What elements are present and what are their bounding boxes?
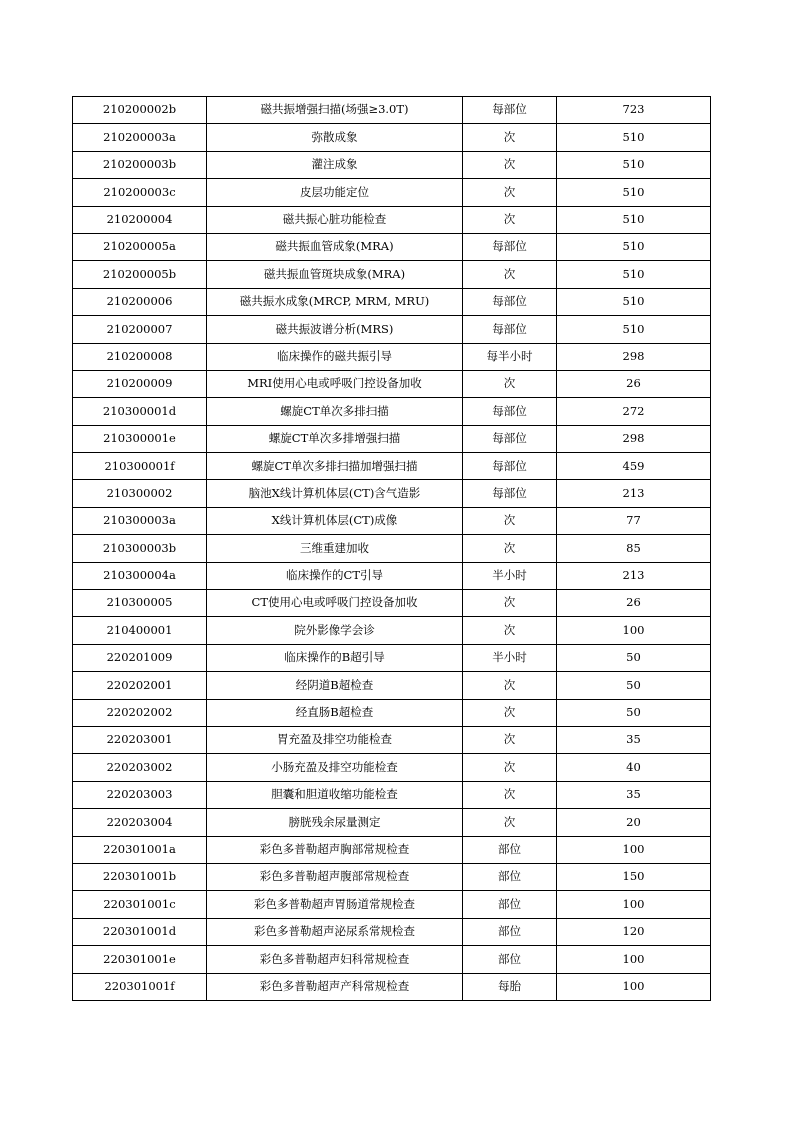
table-row bbox=[73, 946, 711, 973]
item-code-cell: 210200004 bbox=[73, 206, 207, 233]
item-name-cell: 磁共振波谱分析(MRS) bbox=[207, 316, 463, 343]
table-row bbox=[73, 179, 711, 206]
billing-unit-cell: 次 bbox=[463, 179, 557, 206]
item-name-cell: 临床操作的磁共振引导 bbox=[207, 343, 463, 370]
table-row bbox=[73, 261, 711, 288]
price-cell: 77 bbox=[557, 507, 711, 534]
price-cell: 50 bbox=[557, 672, 711, 699]
item-name-cell: 小肠充盈及排空功能检查 bbox=[207, 754, 463, 781]
price-cell: 510 bbox=[557, 206, 711, 233]
price-cell: 100 bbox=[557, 946, 711, 973]
item-code-cell: 210200003b bbox=[73, 151, 207, 178]
item-name-cell: 彩色多普勒超声腹部常规检查 bbox=[207, 863, 463, 890]
table-row bbox=[73, 480, 711, 507]
price-cell: 510 bbox=[557, 151, 711, 178]
price-cell: 459 bbox=[557, 453, 711, 480]
item-name-cell: X线计算机体层(CT)成像 bbox=[207, 507, 463, 534]
table-row bbox=[73, 699, 711, 726]
item-name-cell: 弥散成象 bbox=[207, 124, 463, 151]
billing-unit-cell: 部位 bbox=[463, 891, 557, 918]
billing-unit-cell: 部位 bbox=[463, 946, 557, 973]
item-name-cell: 三维重建加收 bbox=[207, 535, 463, 562]
item-name-cell: 磁共振增强扫描(场强≥3.0T) bbox=[207, 97, 463, 124]
price-cell: 20 bbox=[557, 809, 711, 836]
table-row bbox=[73, 453, 711, 480]
billing-unit-cell: 半小时 bbox=[463, 644, 557, 671]
table-row bbox=[73, 891, 711, 918]
item-code-cell: 220202001 bbox=[73, 672, 207, 699]
item-name-cell: 彩色多普勒超声胸部常规检查 bbox=[207, 836, 463, 863]
item-code-cell: 210200007 bbox=[73, 316, 207, 343]
billing-unit-cell: 每部位 bbox=[463, 97, 557, 124]
item-code-cell: 220301001d bbox=[73, 918, 207, 945]
item-code-cell: 210300002 bbox=[73, 480, 207, 507]
billing-unit-cell: 次 bbox=[463, 781, 557, 808]
item-code-cell: 220201009 bbox=[73, 644, 207, 671]
price-cell: 26 bbox=[557, 370, 711, 397]
price-cell: 100 bbox=[557, 836, 711, 863]
billing-unit-cell: 每部位 bbox=[463, 233, 557, 260]
item-name-cell: CT使用心电或呼吸门控设备加收 bbox=[207, 590, 463, 617]
table-row bbox=[73, 151, 711, 178]
table-row bbox=[73, 918, 711, 945]
table-row bbox=[73, 507, 711, 534]
item-code-cell: 220203003 bbox=[73, 781, 207, 808]
price-cell: 40 bbox=[557, 754, 711, 781]
billing-unit-cell: 每部位 bbox=[463, 480, 557, 507]
table-row bbox=[73, 781, 711, 808]
price-cell: 35 bbox=[557, 781, 711, 808]
price-cell: 120 bbox=[557, 918, 711, 945]
billing-unit-cell: 每胎 bbox=[463, 973, 557, 1000]
table-row bbox=[73, 562, 711, 589]
price-cell: 26 bbox=[557, 590, 711, 617]
billing-unit-cell: 部位 bbox=[463, 863, 557, 890]
billing-unit-cell: 次 bbox=[463, 507, 557, 534]
billing-unit-cell: 每部位 bbox=[463, 316, 557, 343]
item-code-cell: 210300001e bbox=[73, 425, 207, 452]
table-row bbox=[73, 754, 711, 781]
billing-unit-cell: 每部位 bbox=[463, 398, 557, 425]
item-code-cell: 220301001b bbox=[73, 863, 207, 890]
item-code-cell: 210300001f bbox=[73, 453, 207, 480]
item-code-cell: 220202002 bbox=[73, 699, 207, 726]
item-name-cell: 螺旋CT单次多排扫描加增强扫描 bbox=[207, 453, 463, 480]
billing-unit-cell: 次 bbox=[463, 370, 557, 397]
item-code-cell: 210200006 bbox=[73, 288, 207, 315]
item-name-cell: 灌注成象 bbox=[207, 151, 463, 178]
table-row bbox=[73, 535, 711, 562]
price-cell: 510 bbox=[557, 288, 711, 315]
price-cell: 298 bbox=[557, 343, 711, 370]
billing-unit-cell: 次 bbox=[463, 261, 557, 288]
item-name-cell: 临床操作的B超引导 bbox=[207, 644, 463, 671]
billing-unit-cell: 半小时 bbox=[463, 562, 557, 589]
fee-schedule-body bbox=[73, 97, 711, 1001]
table-row bbox=[73, 425, 711, 452]
price-cell: 723 bbox=[557, 97, 711, 124]
item-code-cell: 210300005 bbox=[73, 590, 207, 617]
price-cell: 213 bbox=[557, 480, 711, 507]
item-code-cell: 210300003b bbox=[73, 535, 207, 562]
item-code-cell: 210400001 bbox=[73, 617, 207, 644]
billing-unit-cell: 次 bbox=[463, 206, 557, 233]
price-cell: 510 bbox=[557, 233, 711, 260]
table-row bbox=[73, 590, 711, 617]
price-cell: 510 bbox=[557, 179, 711, 206]
item-code-cell: 220301001c bbox=[73, 891, 207, 918]
table-row bbox=[73, 726, 711, 753]
billing-unit-cell: 次 bbox=[463, 726, 557, 753]
item-code-cell: 220203004 bbox=[73, 809, 207, 836]
item-code-cell: 220301001f bbox=[73, 973, 207, 1000]
table-row bbox=[73, 863, 711, 890]
item-name-cell: 彩色多普勒超声泌尿系常规检查 bbox=[207, 918, 463, 945]
item-name-cell: 皮层功能定位 bbox=[207, 179, 463, 206]
billing-unit-cell: 次 bbox=[463, 754, 557, 781]
table-row bbox=[73, 206, 711, 233]
item-name-cell: 经阴道B超检查 bbox=[207, 672, 463, 699]
table-row bbox=[73, 973, 711, 1000]
item-name-cell: 彩色多普勒超声胃肠道常规检查 bbox=[207, 891, 463, 918]
billing-unit-cell: 每部位 bbox=[463, 288, 557, 315]
item-name-cell: 经直肠B超检查 bbox=[207, 699, 463, 726]
billing-unit-cell: 次 bbox=[463, 617, 557, 644]
price-cell: 100 bbox=[557, 617, 711, 644]
billing-unit-cell: 次 bbox=[463, 699, 557, 726]
item-name-cell: 胆囊和胆道收缩功能检查 bbox=[207, 781, 463, 808]
billing-unit-cell: 次 bbox=[463, 535, 557, 562]
item-code-cell: 210200008 bbox=[73, 343, 207, 370]
billing-unit-cell: 次 bbox=[463, 809, 557, 836]
table-row bbox=[73, 809, 711, 836]
table-row bbox=[73, 370, 711, 397]
item-code-cell: 220301001a bbox=[73, 836, 207, 863]
item-name-cell: 磁共振血管斑块成象(MRA) bbox=[207, 261, 463, 288]
fee-schedule-table bbox=[72, 96, 711, 1001]
billing-unit-cell: 部位 bbox=[463, 836, 557, 863]
billing-unit-cell: 次 bbox=[463, 124, 557, 151]
price-cell: 510 bbox=[557, 124, 711, 151]
table-row bbox=[73, 343, 711, 370]
billing-unit-cell: 次 bbox=[463, 151, 557, 178]
item-code-cell: 220203001 bbox=[73, 726, 207, 753]
billing-unit-cell: 部位 bbox=[463, 918, 557, 945]
billing-unit-cell: 次 bbox=[463, 590, 557, 617]
table-row bbox=[73, 288, 711, 315]
table-row bbox=[73, 316, 711, 343]
table-row bbox=[73, 617, 711, 644]
table-row bbox=[73, 644, 711, 671]
price-cell: 213 bbox=[557, 562, 711, 589]
item-name-cell: MRI使用心电或呼吸门控设备加收 bbox=[207, 370, 463, 397]
price-cell: 510 bbox=[557, 316, 711, 343]
price-cell: 100 bbox=[557, 973, 711, 1000]
table-row bbox=[73, 124, 711, 151]
item-name-cell: 膀胱残余尿量测定 bbox=[207, 809, 463, 836]
billing-unit-cell: 次 bbox=[463, 672, 557, 699]
item-code-cell: 210300001d bbox=[73, 398, 207, 425]
item-name-cell: 彩色多普勒超声妇科常规检查 bbox=[207, 946, 463, 973]
item-name-cell: 彩色多普勒超声产科常规检查 bbox=[207, 973, 463, 1000]
price-cell: 35 bbox=[557, 726, 711, 753]
price-cell: 150 bbox=[557, 863, 711, 890]
item-name-cell: 磁共振血管成象(MRA) bbox=[207, 233, 463, 260]
item-name-cell: 胃充盈及排空功能检查 bbox=[207, 726, 463, 753]
item-name-cell: 螺旋CT单次多排扫描 bbox=[207, 398, 463, 425]
item-name-cell: 螺旋CT单次多排增强扫描 bbox=[207, 425, 463, 452]
billing-unit-cell: 每部位 bbox=[463, 453, 557, 480]
item-code-cell: 220203002 bbox=[73, 754, 207, 781]
item-code-cell: 210300003a bbox=[73, 507, 207, 534]
billing-unit-cell: 每半小时 bbox=[463, 343, 557, 370]
item-code-cell: 220301001e bbox=[73, 946, 207, 973]
price-cell: 298 bbox=[557, 425, 711, 452]
item-code-cell: 210200009 bbox=[73, 370, 207, 397]
item-name-cell: 磁共振心脏功能检查 bbox=[207, 206, 463, 233]
price-cell: 85 bbox=[557, 535, 711, 562]
item-code-cell: 210200003a bbox=[73, 124, 207, 151]
item-name-cell: 临床操作的CT引导 bbox=[207, 562, 463, 589]
item-code-cell: 210200005b bbox=[73, 261, 207, 288]
table-row bbox=[73, 672, 711, 699]
item-code-cell: 210200003c bbox=[73, 179, 207, 206]
item-name-cell: 磁共振水成象(MRCP, MRM, MRU) bbox=[207, 288, 463, 315]
price-cell: 272 bbox=[557, 398, 711, 425]
price-cell: 510 bbox=[557, 261, 711, 288]
price-cell: 50 bbox=[557, 644, 711, 671]
item-code-cell: 210200005a bbox=[73, 233, 207, 260]
billing-unit-cell: 每部位 bbox=[463, 425, 557, 452]
item-code-cell: 210200002b bbox=[73, 97, 207, 124]
item-name-cell: 院外影像学会诊 bbox=[207, 617, 463, 644]
price-cell: 50 bbox=[557, 699, 711, 726]
item-name-cell: 脑池X线计算机体层(CT)含气造影 bbox=[207, 480, 463, 507]
table-row bbox=[73, 836, 711, 863]
table-row bbox=[73, 398, 711, 425]
item-code-cell: 210300004a bbox=[73, 562, 207, 589]
price-cell: 100 bbox=[557, 891, 711, 918]
table-row bbox=[73, 233, 711, 260]
table-row bbox=[73, 97, 711, 124]
